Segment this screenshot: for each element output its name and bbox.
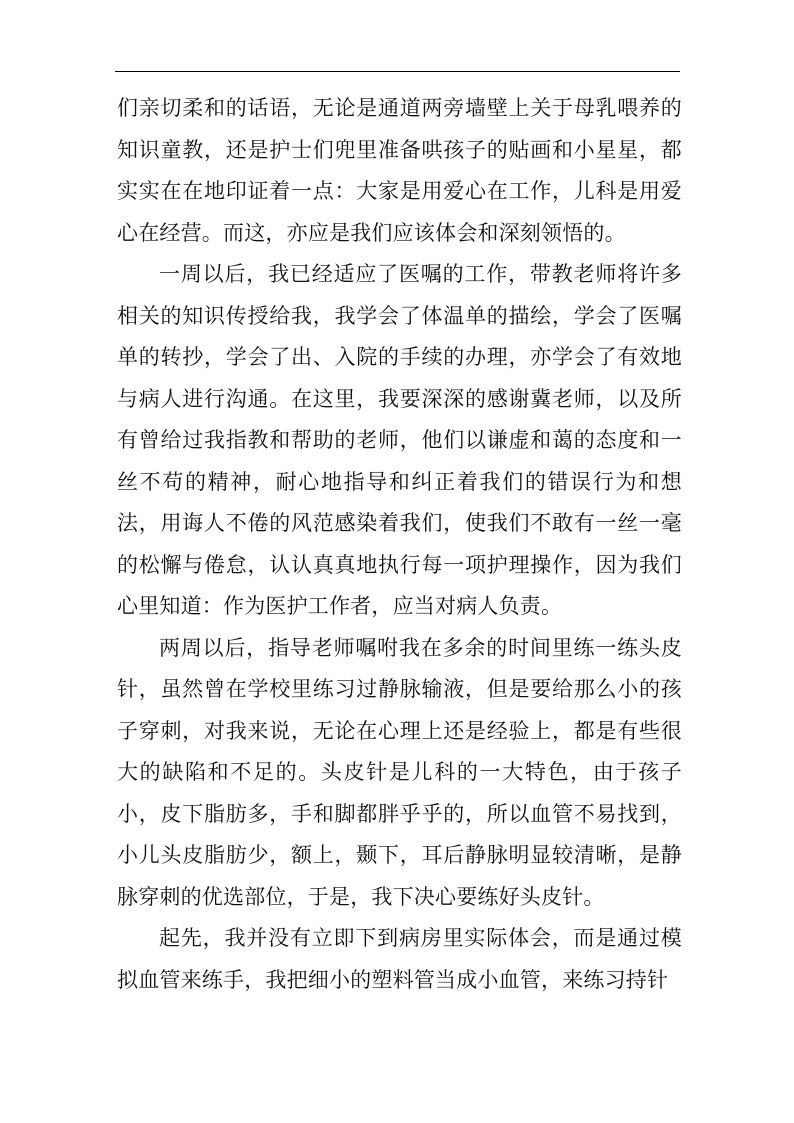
header-rule (115, 71, 680, 72)
paragraph-1: 们亲切柔和的话语，无论是通道两旁墙壁上关于母乳喂养的知识童教，还是护士们兜里准备哄孩子的贴画和小星星，都实实在在地印证着一点：大家是用爱心在工作，儿科是用爱心在经营。而这，亦应是我们应该体会和深刻领悟的。 (117, 96, 682, 245)
paragraph-2: 一周以后，我已经适应了医嘱的工作，带教老师将许多相关的知识传授给我，我学会了体温单的描绘，学会了医嘱单的转抄，学会了出、入院的手续的办理，亦学会了有效地与病人进行沟通。在这里，我要深深的感谢冀老师，以及所有曾给过我指教和帮助的老师，他们以谦虚和蔼的态度和一丝不苟的精神，耐心地指导和纠正着我们的错误行为和想法，用诲人不倦的风范感染着我们，使我们不敢有一丝一毫的松懈与倦怠，认认真真地执行每一项护理操作，因为我们心里知道：作为医护工作者，应当对病人负责。 (117, 262, 682, 618)
paragraph-4: 起先，我并没有立即下到病房里实际体会，而是通过模拟血管来练手，我把细小的塑料管当成小血管，来练习持针 (117, 926, 682, 992)
paragraph-3: 两周以后，指导老师嘱咐我在多余的时间里练一练头皮针，虽然曾在学校里练习过静脉输液，但是要给那么小的孩子穿刺，对我来说，无论在心理上还是经验上，都是有些很大的缺陷和不足的。头皮针是儿科的一大特色，由于孩子小，皮下脂肪多，手和脚都胖乎乎的，所以血管不易找到，小儿头皮脂肪少，额上，颞下，耳后静脉明显较清晰，是静脉穿刺的优选部位，于是，我下决心要练好头皮针。 (117, 635, 682, 909)
document-body (117, 88, 682, 1001)
